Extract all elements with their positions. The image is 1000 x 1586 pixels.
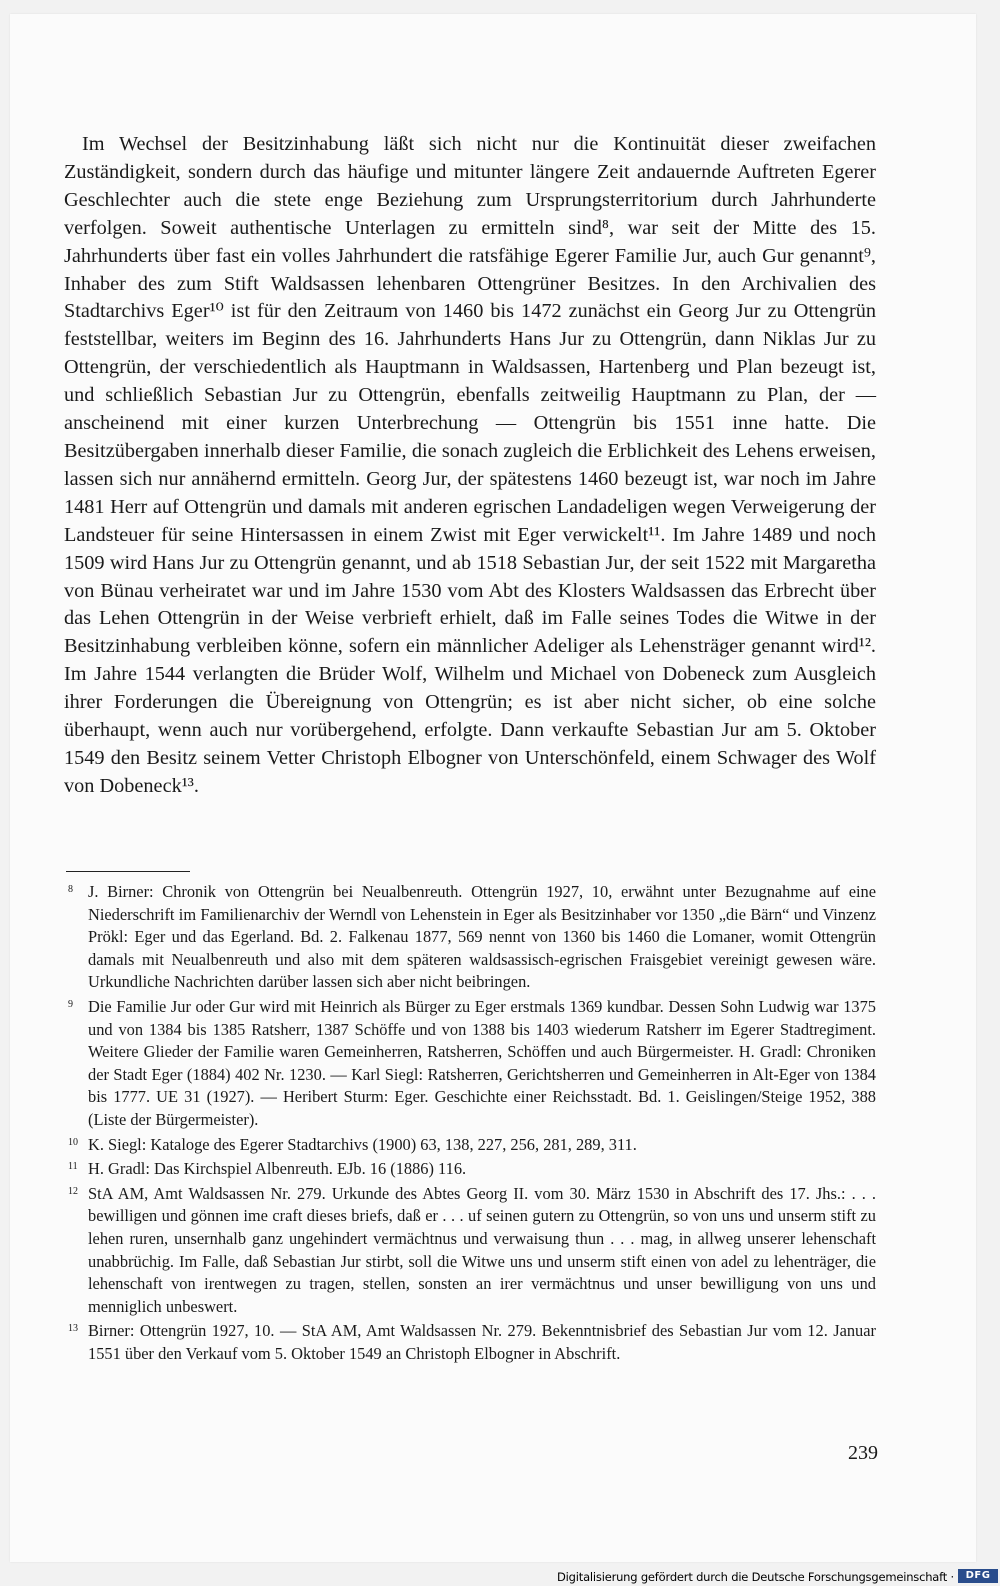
footnote-number: 9 [68,998,73,1010]
dfg-logo: DFG [958,1569,998,1583]
footnote-13 [64,1320,876,1365]
footnote-number: 12 [68,1185,78,1197]
digitization-credit: Digitalisierung gefördert durch die Deutsche Forschungsgemeinschaft · [557,1570,954,1584]
footnote-text: J. Birner: Chronik von Ottengrün bei Neualbenreuth. Ottengrün 1927, 10, erwähnt unter Bezugnahme auf eine Niederschrift im Familienarchiv der Werndl von Lehenstein in Eger als Besitzinhaber vor 1350 „die Bärn“ und Vinzenz Prökl: Eger und das Egerland. Bd. 2. Falkenau 1877, 569 nennt von 1360 bis 1460 die Lomaner, womit Ottengrün damals mit Neualbenreuth und also mit dem späteren waldsassisch-egrischen Fraisgebiet vereinigt gewesen wäre. Urkundliche Nachrichten darüber lassen sich aber nicht beibringen. [88,882,876,992]
footnote-separator [66,871,190,872]
body-paragraph [64,131,876,801]
footnote-9 [64,996,876,1132]
footnote-8 [64,881,876,994]
scanned-sheet [10,14,976,1562]
footnote-number: 13 [68,1323,78,1335]
footnote-text: K. Siegl: Kataloge des Egerer Stadtarchivs (1900) 63, 138, 227, 256, 281, 289, 311. [88,1134,637,1154]
page-number: 239 [848,1442,878,1464]
footnote-12 [64,1183,876,1319]
footnote-10 [64,1134,876,1157]
footnote-11 [64,1158,876,1181]
footnotes-block [64,881,876,1367]
body-text: Im Wechsel der Besitzinhabung läßt sich nicht nur die Kontinuität dieser zweifachen Zuständigkeit, sondern durch das häufige und mitunter längere Zeit andauernde Auftreten Egerer Geschlechter auch die stete enge Beziehung zum Ursprungsterritorium durch Jahrhunderte verfolgen. Soweit authentische Unterlagen zu ermitteln sind⁸, war seit der Mitte des 15. Jahrhunderts über fast ein volles Jahrhundert die ratsfähige Egerer Familie Jur, auch Gur genannt⁹, Inhaber des zum Stift Waldsassen lehenbaren Ottengrüner Besitzes. In den Archivalien des Stadtarchivs Eger¹⁰ ist für den Zeitraum von 1460 bis 1472 zunächst ein Georg Jur zu Ottengrün feststellbar, weiters im Beginn des 16. Jahrhunderts Hans Jur zu Ottengrün, dann Niklas Jur zu Ottengrün, der verschiedentlich als Hauptmann in Waldsassen, Hartenberg und Plan bezeugt ist, und schließlich Sebastian Jur zu Ottengrün, ebenfalls zeitweilig Hauptmann zu Plan, der — anscheinend mit einer kurzen Unterbrechung — Ottengrün bis 1551 inne hatte. Die Besitzübergaben innerhalb dieser Familie, die sonach zugleich die Erblichkeit des Lehens erweisen, lassen sich nur annähernd ermitteln. Georg Jur, der spätestens 1460 bezeugt ist, war noch im Jahre 1481 Herr auf Ottengrün und damals mit anderen egrischen Landadeligen wegen Verweigerung der Landsteuer für seine Hintersassen in einem Zwist mit Eger verwickelt¹¹. Im Jahre 1489 und noch 1509 wird Hans Jur zu Ottengrün genannt, und ab 1518 Sebastian Jur, der seit 1522 mit Margaretha von Bünau verheiratet war und im Jahre 1530 vom Abt des Klosters Waldsassen das Erbrecht über das Lehen Ottengrün in der Weise verbrieft erhielt, daß im Falle seines Todes die Witwe in der Besitzinhabung verbleiben könne, sofern ein männlicher Adeliger als Lehensträger genannt wird¹². Im Jahre 1544 verlangten die Brüder Wolf, Wilhelm und Michael von Dobeneck zum Ausgleich ihrer Forderungen die Übereignung von Ottengrün; es ist aber nicht sicher, ob eine solche überhaupt, wenn auch nur vorübergehend, erfolgte. Dann verkaufte Sebastian Jur am 5. Oktober 1549 den Besitz seinem Vetter Christoph Elbogner von Unterschönfeld, einem Schwager des Wolf von Dobeneck¹³. [64,133,876,797]
footnote-text: Die Familie Jur oder Gur wird mit Heinrich als Bürger zu Eger erstmals 1369 kundbar. Dessen Sohn Ludwig war 1375 und von 1384 bis 1385 Ratsherr, 1387 Schöffe und von 1388 bis 1403 wiederum Ratsherr im Egerer Stadtregiment. Weitere Glieder der Familie waren Gemeinherren, Ratsherren, Schöffen und auch Bürgermeister. H. Gradl: Chroniken der Stadt Eger (1884) 402 Nr. 1230. — Karl Siegl: Ratsherren, Gerichtsherren und Gemeinherren in Alt-Eger von 1384 bis 1777. UE 31 (1927). — Heribert Sturm: Eger. Geschichte einer Reichsstadt. Bd. 1. Geislingen/Steige 1952, 388 (Liste der Bürgermeister). [88,996,876,1129]
footnote-text: H. Gradl: Das Kirchspiel Albenreuth. EJb. 16 (1886) 116. [88,1159,467,1179]
footnote-number: 11 [68,1161,78,1173]
footnote-number: 10 [68,1136,78,1148]
footnote-number: 8 [68,884,73,895]
footnote-text: Birner: Ottengrün 1927, 10. — StA AM, Amt Waldsassen Nr. 279. Bekenntnisbrief des Sebastian Jur vom 12. Januar 1551 über den Verkauf vom 5. Oktober 1549 an Christoph Elbogner in Abschrift. [88,1321,876,1363]
footnote-text: StA AM, Amt Waldsassen Nr. 279. Urkunde des Abtes Georg II. vom 30. März 1530 in Abschrift des 17. Jhs.: . . . bewilligen und gönnen ime craft dieses briefs, daß er . . . uf seinen gutern zu Ottengrün, so von uns und unserm stift zu lehen ruren, unsernhalb ganz ungehindert vermächtnus und verwaisung thun . . . mag, in allweg unserer lehenschaft unabbrüchig. Im Falle, daß Sebastian Jur stirbt, soll die Witwe uns und unserm stift einen von adel zu lehenträger, die lehenschaft von irentwegen zu tragen, stellen, sonsten an irer vermächtnus und unser bewilligung von uns und menniglich unbeswert. [88,1183,876,1316]
